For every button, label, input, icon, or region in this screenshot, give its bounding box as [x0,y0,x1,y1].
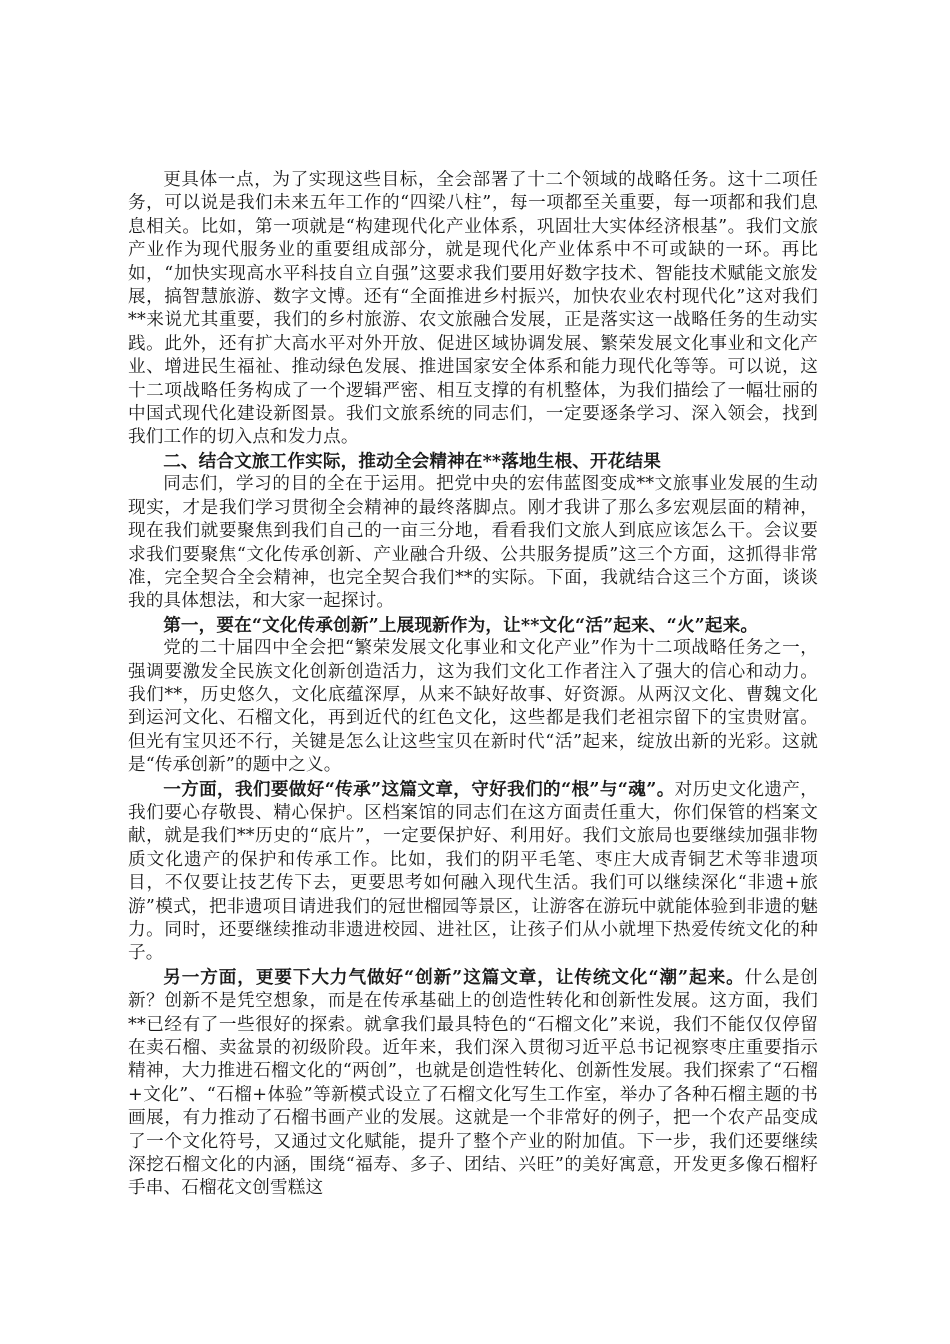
paragraph-inheritance [128,778,818,966]
paragraph-strategic-tasks: 更具体一点，为了实现这些目标，全会部署了十二个领域的战略任务。这十二项任务，可以说是我们未来五年工作的“四梁八柱”，每一项都至关重要，每一项都和我们息息相关。比如，第一项就是“构建现代化产业体系，巩固壮大实体经济根基”。我们文旅产业作为现代服务业的重要组成部分，就是现代化产业体系中不可或缺的一环。再比如，“加快实现高水平科技自立自强”这要求我们要用好数字技术、智能技术赋能文旅发展，搞智慧旅游、数字文博。还有“全面推进乡村振兴，加快农业农村现代化”这对我们**来说尤其重要，我们的乡村旅游、农文旅融合发展，正是落实这一战略任务的生动实践。此外，还有扩大高水平对外开放、促进区域协调发展、繁荣发展文化事业和文化产业、增进民生福祉、推动绿色发展、推进国家安全体系和能力现代化等等。可以说，这十二项战略任务构成了一个逻辑严密、相互支撑的有机整体，为我们描绘了一幅壮丽的中国式现代化建设新图景。我们文旅系统的同志们，一定要逐条学习、深入领会，找到我们工作的切入点和发力点。 [128,170,818,448]
subheading-cultural-inheritance: 第一，要在“文化传承创新”上展现新作为，让**文化“活”起来、“火”起来。 [163,614,759,636]
inheritance-lead: 一方面，我们要做好“传承”这篇文章，守好我们的“根”与“魂”。 [163,778,675,800]
document-page [128,169,818,1201]
innovation-lead: 另一方面，更要下大力气做好“创新”这篇文章，让传统文化“潮”起来。 [163,966,745,988]
paragraph-innovation [128,966,818,1201]
section-heading-2: 二、结合文旅工作实际，推动全会精神在**落地生根、开花结果 [163,450,661,472]
paragraph-study-application: 同志们，学习的目的全在于运用。把党中央的宏伟蓝图变成**文旅事业发展的生动现实，才是我们学习贯彻全会精神的最终落脚点。刚才我讲了那么多宏观层面的精神，现在我们就要聚焦到我们自己的一亩三分地，看看我们文旅人到底应该怎么干。会议要求我们要聚焦“文化传承创新、产业融合升级、公共服务提质”这三个方面，这抓得非常准，完全契合全会精神，也完全契合我们**的实际。下面，我就结合这三个方面，谈谈我的具体想法，和大家一起探讨。 [128,474,818,612]
inheritance-body: 对历史文化遗产，我们要心存敬畏、精心保护。区档案馆的同志们在这方面责任重大，你们保管的档案文献，就是我们**历史的“底片”，一定要保护好、利用好。我们文旅局也要继续加强非物质文化遗产的保护和传承工作。比如，我们的阴平毛笔、枣庄大成青铜艺术等非遗项目，不仅要让技艺传下去，更要思考如何融入现代生活。我们可以继续深化“非遗+旅游”模式，把非遗项目请进我们的冠世榴园等景区，让游客在游玩中就能体验到非遗的魅力。同时，还要继续推动非遗进校园、进社区，让孩子们从小就埋下热爱传统文化的种子。 [128,779,818,964]
paragraph-cultural-industry: 党的二十届四中全会把“繁荣发展文化事业和文化产业”作为十二项战略任务之一，强调要激发全民族文化创新创造活力，这为我们文化工作者注入了强大的信心和动力。我们**，历史悠久，文化底蕴深厚，从来不缺好故事、好资源。从两汉文化、曹魏文化到运河文化、石榴文化，再到近代的红色文化，这些都是我们老祖宗留下的宝贵财富。但光有宝贝还不行，关键是怎么让这些宝贝在新时代“活”起来，绽放出新的光彩。这就是“传承创新”的题中之义。 [128,638,818,776]
innovation-body: 什么是创新？创新不是凭空想象，而是在传承基础上的创造性转化和创新性发展。这方面，我们**已经有了一些很好的探索。就拿我们最具特色的“石榴文化”来说，我们不能仅仅停留在卖石榴、卖盆景的初级阶段。近年来，我们深入贯彻习近平总书记视察枣庄重要指示精神，大力推进石榴文化的“两创”，也就是创造性转化、创新性发展。我们探索了“石榴+文化”、“石榴+体验”等新模式设立了石榴文化写生工作室，举办了各种石榴主题的书画展，有力推动了石榴书画产业的发展。这就是一个非常好的例子，把一个农产品变成了一个文化符号，又通过文化赋能，提升了整个产业的附加值。下一步，我们还要继续深挖石榴文化的内涵，围绕“福寿、多子、团结、兴旺”的美好寓意，开发更多像石榴籽手串、石榴花文创雪糕这 [128,967,818,1199]
